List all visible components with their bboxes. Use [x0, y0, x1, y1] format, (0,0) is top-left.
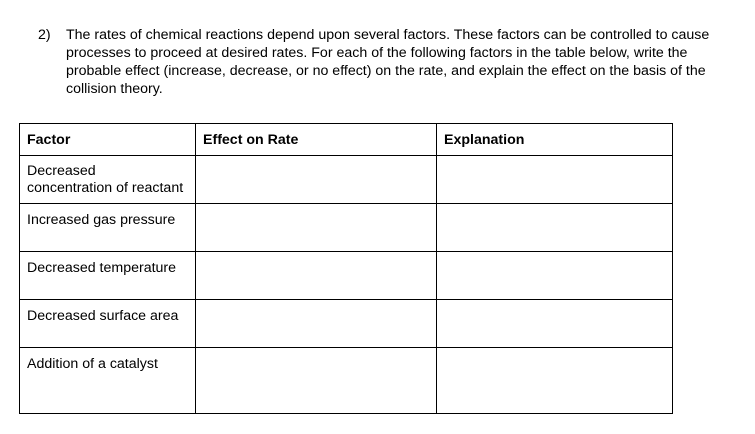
effect-answer — [196, 348, 436, 356]
question-block — [38, 26, 750, 98]
effect-answer-cell[interactable] — [196, 252, 437, 300]
header-explanation: Explanation — [437, 124, 673, 156]
table-row — [20, 252, 673, 300]
table-row — [20, 156, 673, 204]
explanation-answer-cell[interactable] — [437, 300, 673, 348]
header-factor: Factor — [20, 124, 196, 156]
factors-table — [19, 123, 673, 414]
table-row — [20, 204, 673, 252]
question-text — [66, 26, 750, 98]
effect-answer-cell[interactable] — [196, 348, 437, 414]
effect-answer — [196, 156, 436, 164]
question-line: The rates of chemical reactions depend upon several factors. These factors can be controlled to cause — [66, 27, 710, 43]
table-row — [20, 348, 673, 414]
effect-answer-cell[interactable] — [196, 156, 437, 204]
factor-label: Decreased concentration of reactant — [27, 163, 184, 196]
factor-cell — [20, 300, 196, 348]
explanation-answer-cell[interactable] — [437, 156, 673, 204]
explanation-answer — [437, 348, 672, 356]
explanation-answer — [437, 156, 672, 164]
table-row — [20, 300, 673, 348]
question-number: 2) — [38, 27, 51, 43]
effect-answer-cell[interactable] — [196, 204, 437, 252]
explanation-answer-cell[interactable] — [437, 204, 673, 252]
factor-label: Decreased temperature — [27, 260, 177, 276]
explanation-answer-cell[interactable] — [437, 348, 673, 414]
table-header-row — [20, 124, 673, 156]
question-line: collision theory. — [66, 81, 163, 97]
factor-cell — [20, 252, 196, 300]
factor-cell — [20, 204, 196, 252]
effect-answer — [196, 300, 436, 308]
factor-cell — [20, 156, 196, 204]
effect-answer — [196, 204, 436, 212]
factor-label: Addition of a catalyst — [27, 356, 158, 372]
explanation-answer — [437, 300, 672, 308]
question-line: processes to proceed at desired rates. For each of the following factors in the table below, write the — [66, 45, 688, 61]
effect-answer — [196, 252, 436, 260]
explanation-answer — [437, 204, 672, 212]
factor-label: Decreased surface area — [27, 308, 179, 324]
effect-answer-cell[interactable] — [196, 300, 437, 348]
explanation-answer-cell[interactable] — [437, 252, 673, 300]
question-line: probable effect (increase, decrease, or no effect) on the rate, and explain the effect on the basis of the — [66, 63, 706, 79]
header-effect-on-rate: Effect on Rate — [196, 124, 437, 156]
factor-cell — [20, 348, 196, 414]
factor-label: Increased gas pressure — [27, 212, 176, 228]
explanation-answer — [437, 252, 672, 260]
